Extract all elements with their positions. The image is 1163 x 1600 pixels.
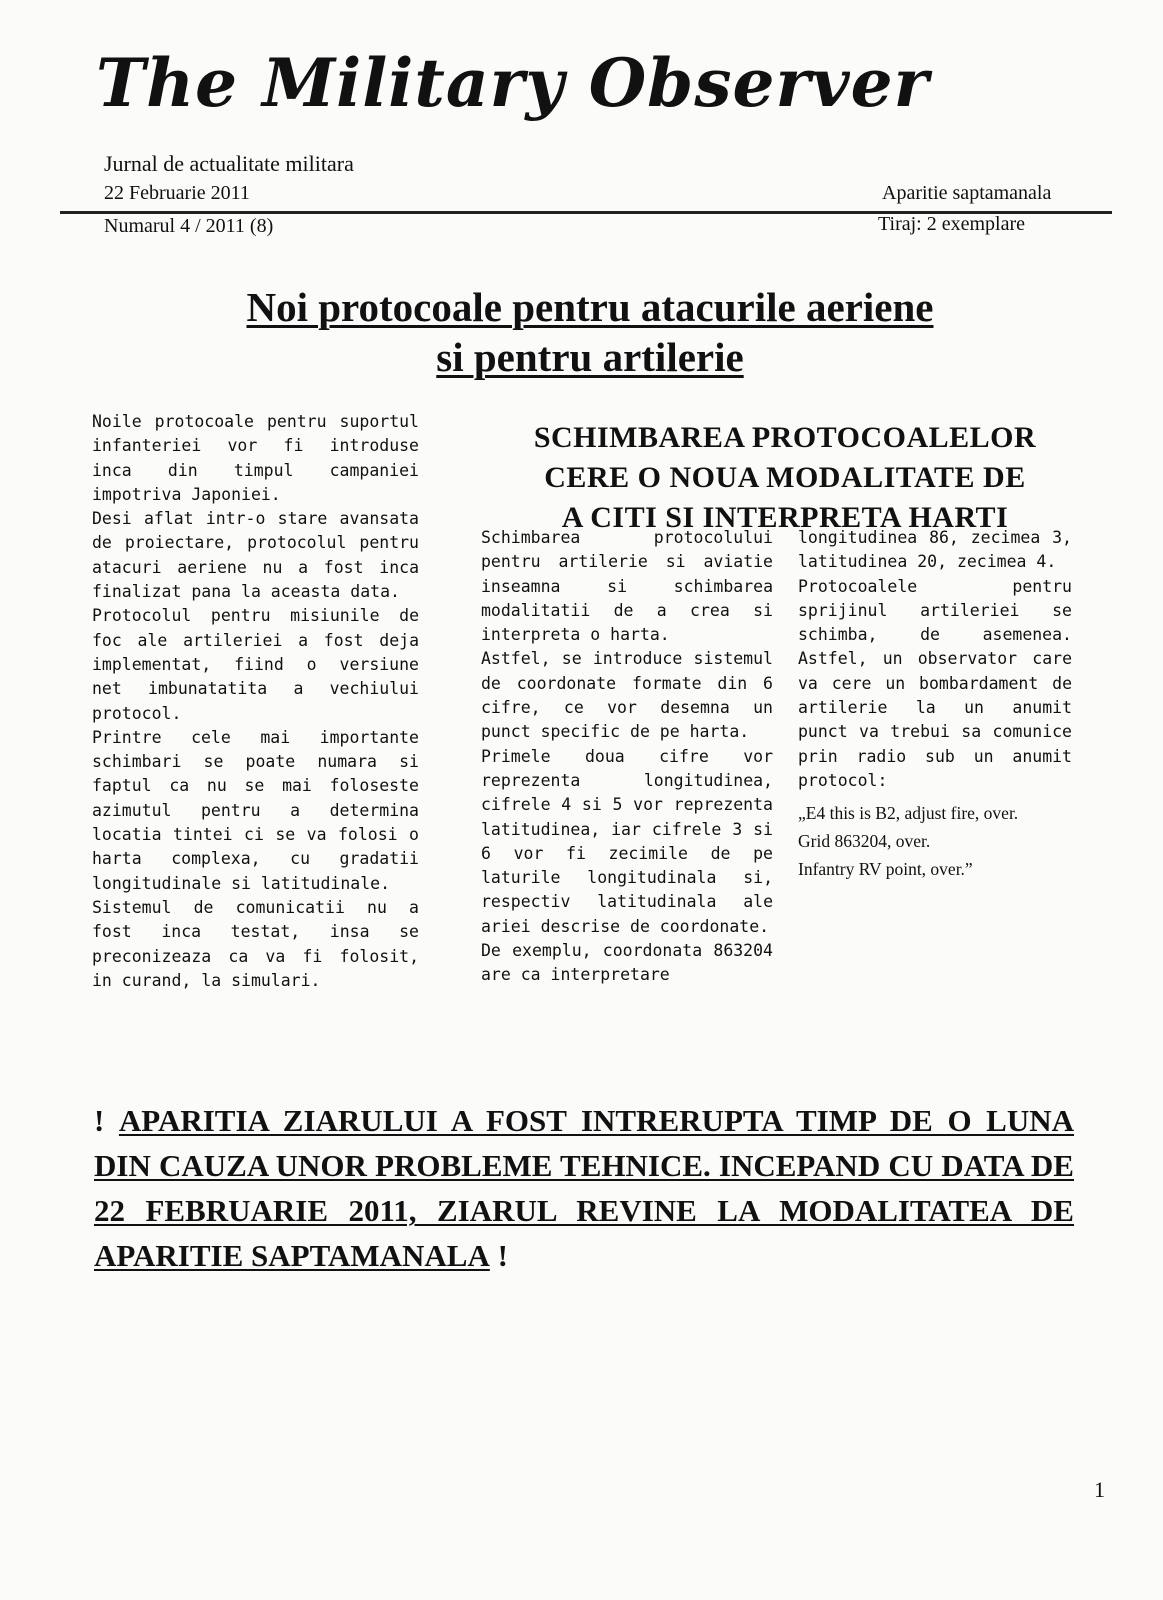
- headline-line-1: Noi protocoale pentru atacurile aeriene: [246, 284, 934, 330]
- subhead-line-1: SCHIMBAREA PROTOCOALELOR: [533, 421, 1037, 454]
- middle-column: [481, 526, 773, 988]
- notice-prefix: !: [94, 1103, 119, 1138]
- interruption-notice: [94, 1098, 1074, 1278]
- left-paragraph-3: Protocolul pentru misiunile de foc ale artileriei a fost deja implementat, fiind o versiune net imbunatatita a vechiului protocol.: [92, 606, 419, 723]
- circulation: Tiraj: 2 exemplare: [878, 213, 1026, 235]
- middle-paragraph-2: Astfel, se introduce sistemul de coordonate formate din 6 cifre, ce vor desemna un punct specific de pe harta.: [481, 649, 773, 742]
- radio-line-2: Grid 863204, over.: [798, 831, 931, 852]
- middle-paragraph-1: Schimbarea protocolului pentru artilerie si aviatie inseamna si schimbarea modalitatii de a crea si interpreta o harta.: [481, 528, 773, 645]
- left-paragraph-1: Noile protocoale pentru suportul infanteriei vor fi introduse inca din timpul campaniei impotriva Japoniei.: [92, 412, 419, 504]
- masthead-title: The Military Observer: [96, 44, 930, 122]
- left-paragraph-2: Desi aflat intr-o stare avansata de proiectare, protocolul pentru atacuri aeriene nu a fost inca finalizat pana la aceasta data.: [92, 509, 419, 602]
- right-paragraph-1: longitudinea 86, zecimea 3, latitudinea 20, zecimea 4.: [798, 528, 1072, 572]
- subhead-line-3: A CITI SI INTERPRETA HARTI: [561, 501, 1009, 534]
- notice-text: APARITIA ZIARULUI A FOST INTRERUPTA TIMP DE O LUNA DIN CAUZA UNOR PROBLEME TEHNICE. INCEPAND CU DATA DE 22 FEBRUARIE 2011, ZIARUL REVINE LA MODALITATEA DE APARITIE SAPTAMANALA: [94, 1103, 1074, 1273]
- radio-line-1: „E4 this is B2, adjust fire, over.: [798, 803, 1019, 824]
- issue-date: 22 Februarie 2011: [104, 182, 250, 204]
- subtitle: Jurnal de actualitate militara: [104, 151, 354, 176]
- left-column: [92, 410, 419, 993]
- main-headline: [150, 282, 1030, 382]
- publication-frequency: Aparitie saptamanala: [882, 182, 1052, 204]
- right-paragraph-2: Protocoalele pentru sprijinul artileriei se schimba, de asemenea. Astfel, un observator care va cere un bombardament de artilerie la un anumit punct va trebui sa comunice prin radio sub un anumit protocol:: [798, 576, 1072, 790]
- right-column: [798, 526, 1072, 883]
- left-paragraph-4: Printre cele mai importante schimbari se poate numara si faptul ca nu se mai foloseste azimutul pentru a determina locatia tintei ci se va folosi o harta complexa, cu gradatii longitudinale si latitudinale.: [92, 727, 419, 893]
- left-paragraph-5: Sistemul de comunicatii nu a fost inca testat, insa se preconizeaza ca va fi folosit, in curand, la simulari.: [92, 897, 419, 990]
- radio-protocol-example: [798, 799, 1072, 883]
- subheadline: [470, 418, 1100, 538]
- radio-line-3: Infantry RV point, over.”: [798, 859, 973, 880]
- notice-suffix: !: [489, 1238, 508, 1273]
- middle-paragraph-4: De exemplu, coordonata 863204 are ca interpretare: [481, 941, 773, 985]
- page-number: 1: [1094, 1477, 1105, 1502]
- issue-number: Numarul 4 / 2011 (8): [104, 215, 274, 237]
- middle-paragraph-3: Primele doua cifre vor reprezenta longitudinea, cifrele 4 si 5 vor reprezenta latitudinea, iar cifrele 3 si 6 vor fi zecimile de pe laturile longitudinala si, respectiv latitudinala ale ariei descrise de coordonate.: [481, 746, 773, 936]
- headline-line-2: si pentru artilerie: [436, 334, 744, 380]
- subhead-line-2: CERE O NOUA MODALITATE DE: [544, 461, 1026, 494]
